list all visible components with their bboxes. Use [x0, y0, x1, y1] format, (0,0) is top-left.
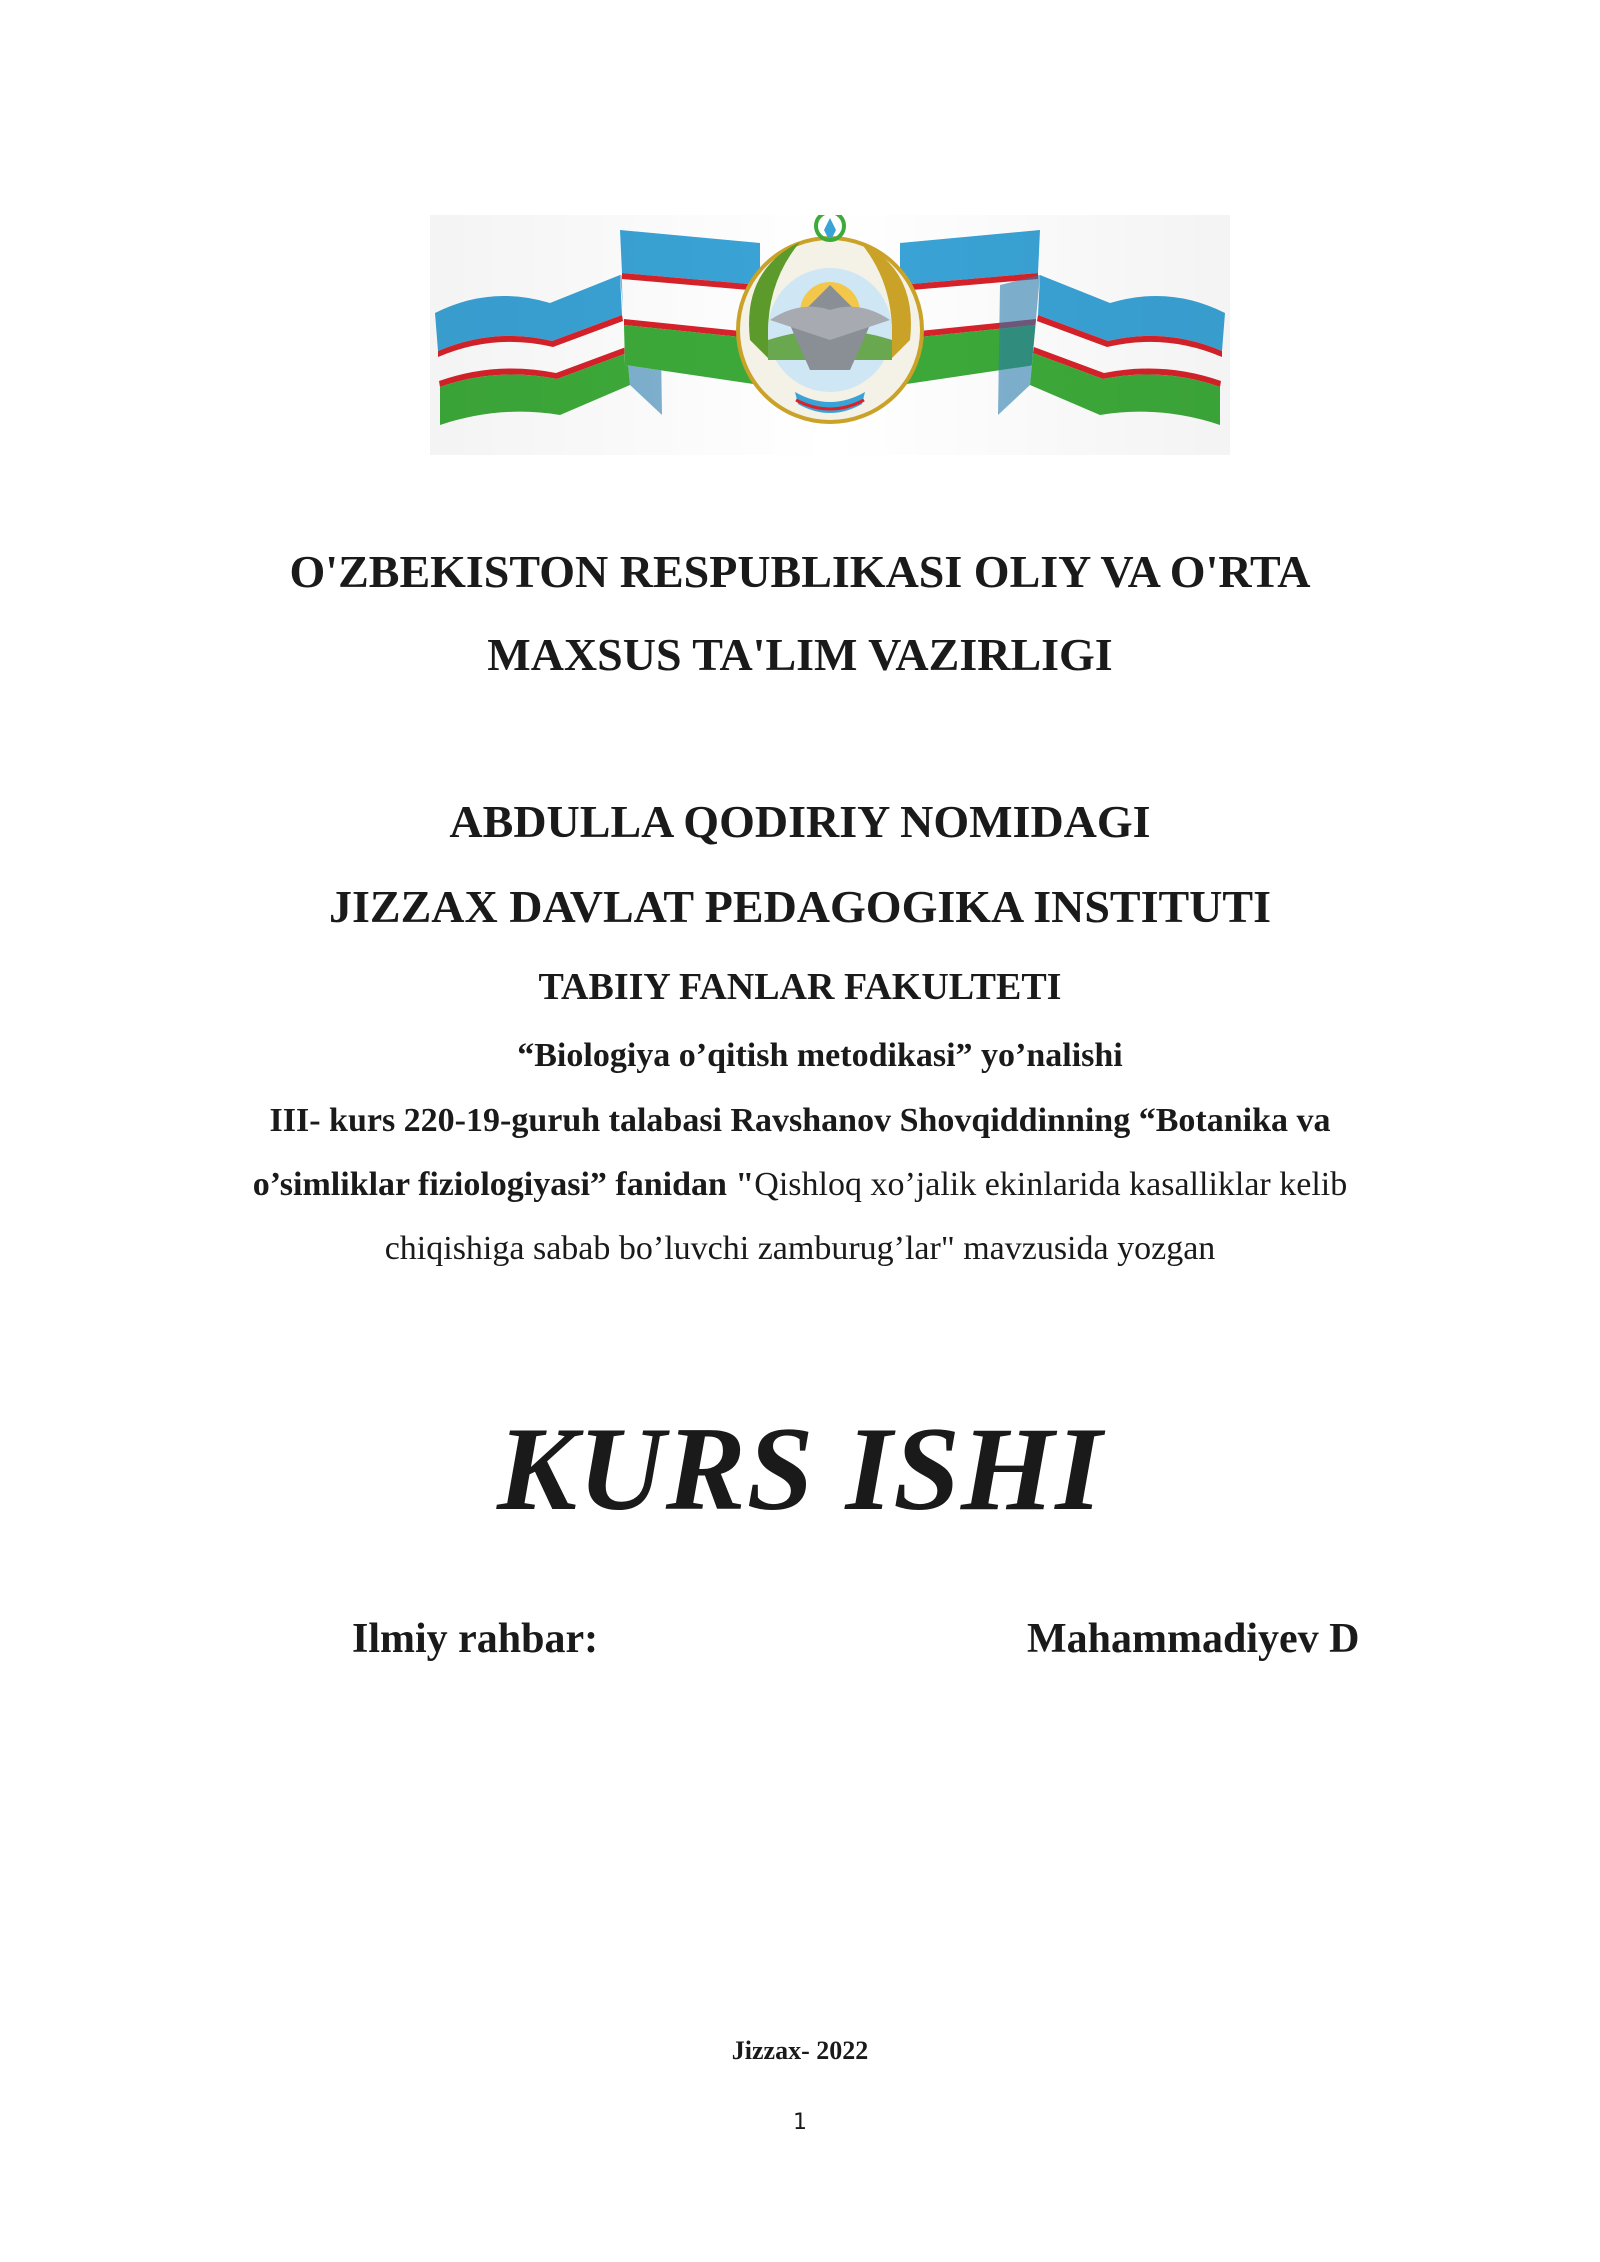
city-year: Jizzax- 2022 [731, 2036, 869, 2065]
ministry-line-1: O'ZBEKISTON RESPUBLIKASI OLIY VA O'RTA [289, 546, 1311, 597]
flag-ribbon-icon [430, 215, 1230, 455]
supervisor-name: Mahammadiyev D [1027, 1616, 1360, 1662]
student-line-2-regular: Qishloq xo’jalik ekinlarida kasalliklar kelib [754, 1166, 1348, 1203]
student-line-2 [0, 1166, 1600, 1204]
student-line-1: III- kurs 220-19-guruh talabasi Ravshanov Shovqiddinning “Botanika va [269, 1102, 1331, 1139]
student-line-2-bold: o’simliklar fiziologiyasi” fanidan " [252, 1166, 755, 1203]
document-title: KURS ISHI [497, 1402, 1103, 1535]
supervisor-label: Ilmiy rahbar: [352, 1616, 599, 1662]
student-line-3: chiqishiga sabab bo’luvchi zamburug’lar" mavzusida yozgan [384, 1230, 1216, 1267]
institute-line-1: ABDULLA QODIRIY NOMIDAGI [449, 796, 1151, 847]
state-emblem-banner [430, 215, 1230, 455]
ministry-line-2: MAXSUS TA'LIM VAZIRLIGI [487, 629, 1113, 680]
faculty-name: TABIIY FANLAR FAKULTETI [538, 966, 1062, 1008]
direction-name: “Biologiya o’qitish metodikasi” yo’nalishi [517, 1037, 1123, 1074]
institute-line-2: JIZZAX DAVLAT PEDAGOGIKA INSTITUTI [329, 881, 1271, 932]
page-number: 1 [793, 2110, 807, 2135]
